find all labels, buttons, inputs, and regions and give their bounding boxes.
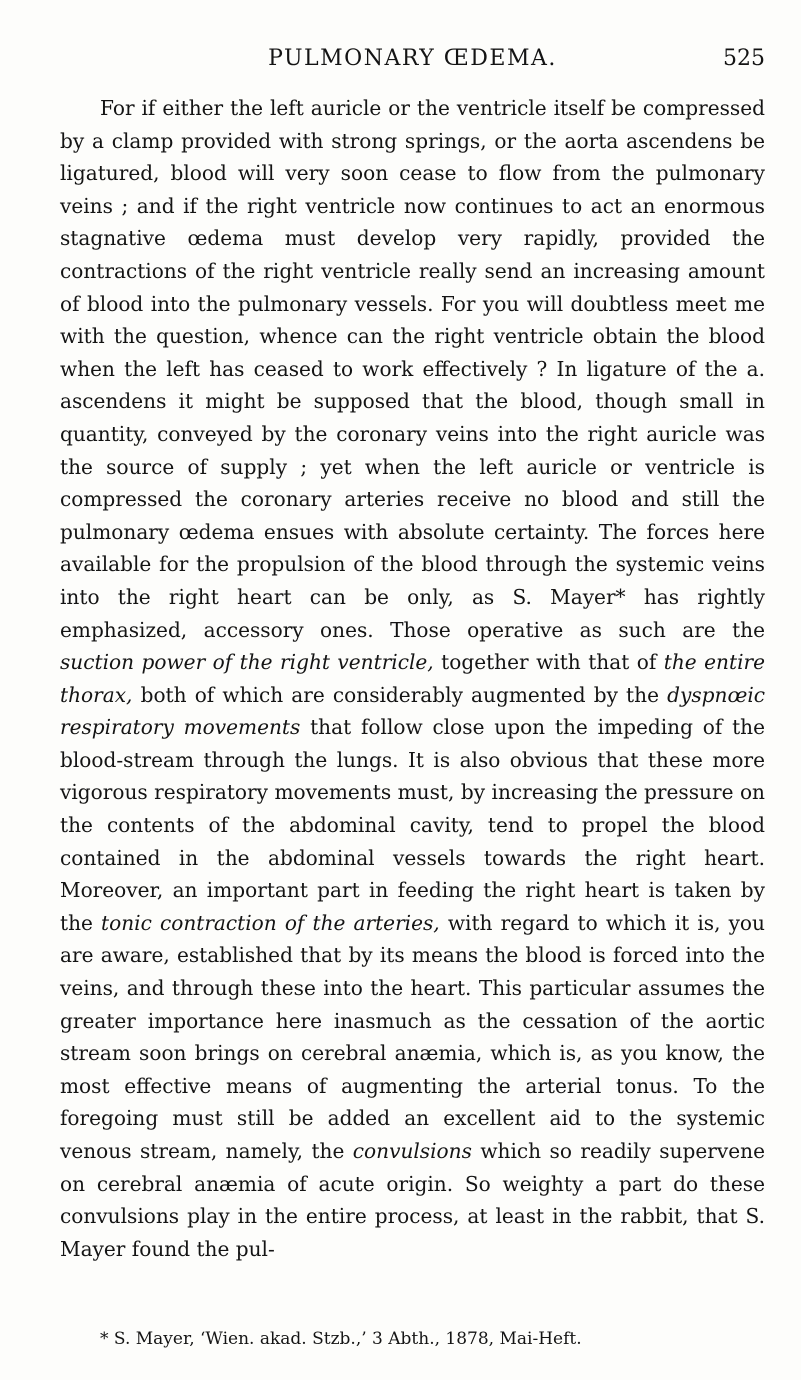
page-number: 525 (723, 46, 765, 71)
running-head: PULMONARY ŒDEMA. (268, 46, 557, 71)
italic-phrase: tonic contraction of the arteries, (101, 910, 440, 935)
text-run: together with that of (441, 650, 657, 675)
page-header (60, 40, 765, 80)
body-paragraph (60, 92, 765, 1265)
italic-phrase: the entire thorax, (60, 650, 765, 707)
italic-phrase: dyspnœic respiratory movements (60, 682, 766, 740)
text-run: which so readily supervene on cerebral anæmia of acute origin. So weighty a part do these convulsions play in the entire process, at least in the rabbit, that S. Mayer found the pul- (60, 1139, 765, 1261)
footnote: * S. Mayer, ‘Wien. akad. Stzb.,’ 3 Abth., 1878, Mai-Heft. (100, 1329, 582, 1349)
text-run: both of which are considerably augmented by the (140, 682, 659, 707)
text-run: with regard to which it is, you are aware, established that by its means the blood is forced into the veins, and through these into the heart. This particular assumes the greater importance here inasmuch as the cessation of the aortic stream soon brings on cerebral anæmia, which is, as you know, the most effective means of augmenting the arterial tonus. To the foregoing must still be added an excellent aid to the systemic venous stream, namely, the (60, 910, 765, 1163)
italic-phrase: convulsions (352, 1139, 472, 1163)
italic-phrase: suction power of the right ventricle, (60, 650, 434, 675)
text-run: that follow close upon the impeding of the blood-stream through the lungs. It is also obvious that these more vigorous respiratory movements must, by increasing the pressure on the contents of the abdominal cavity, tend to propel the blood contained in the abdominal vessels towards the right heart. Moreover, an important part in feeding the right heart is taken by the (60, 715, 766, 935)
text-run: For if either the left auricle or the ventricle itself be compressed by a clamp provided with strong springs, or the aorta ascendens be ligatured, blood will very soon cease to flow from the pulmonary veins ; and if the right ventricle now continues to act an enormous stagnative œdema must develop very rapidly, provided the contractions of the right ventricle really send an increasing amount of blood into the pulmonary vessels. For you will doubtless meet me with the question, whence can the right ventricle obtain the blood when the left has ceased to work effectively ? In ligature of the a. ascendens it might be supposed that the blood, though small in quantity, conveyed by the coronary veins into the right auricle was the source of supply ; yet when the left auricle or ventricle is compressed the coronary arteries receive no blood and still the pulmonary œdema ensues with absolute certainty. The forces here available for the propulsion of the blood through the systemic veins into the right heart can be only, as S. Mayer* has rightly emphasized, accessory ones. Those operative as such are the (60, 96, 765, 642)
